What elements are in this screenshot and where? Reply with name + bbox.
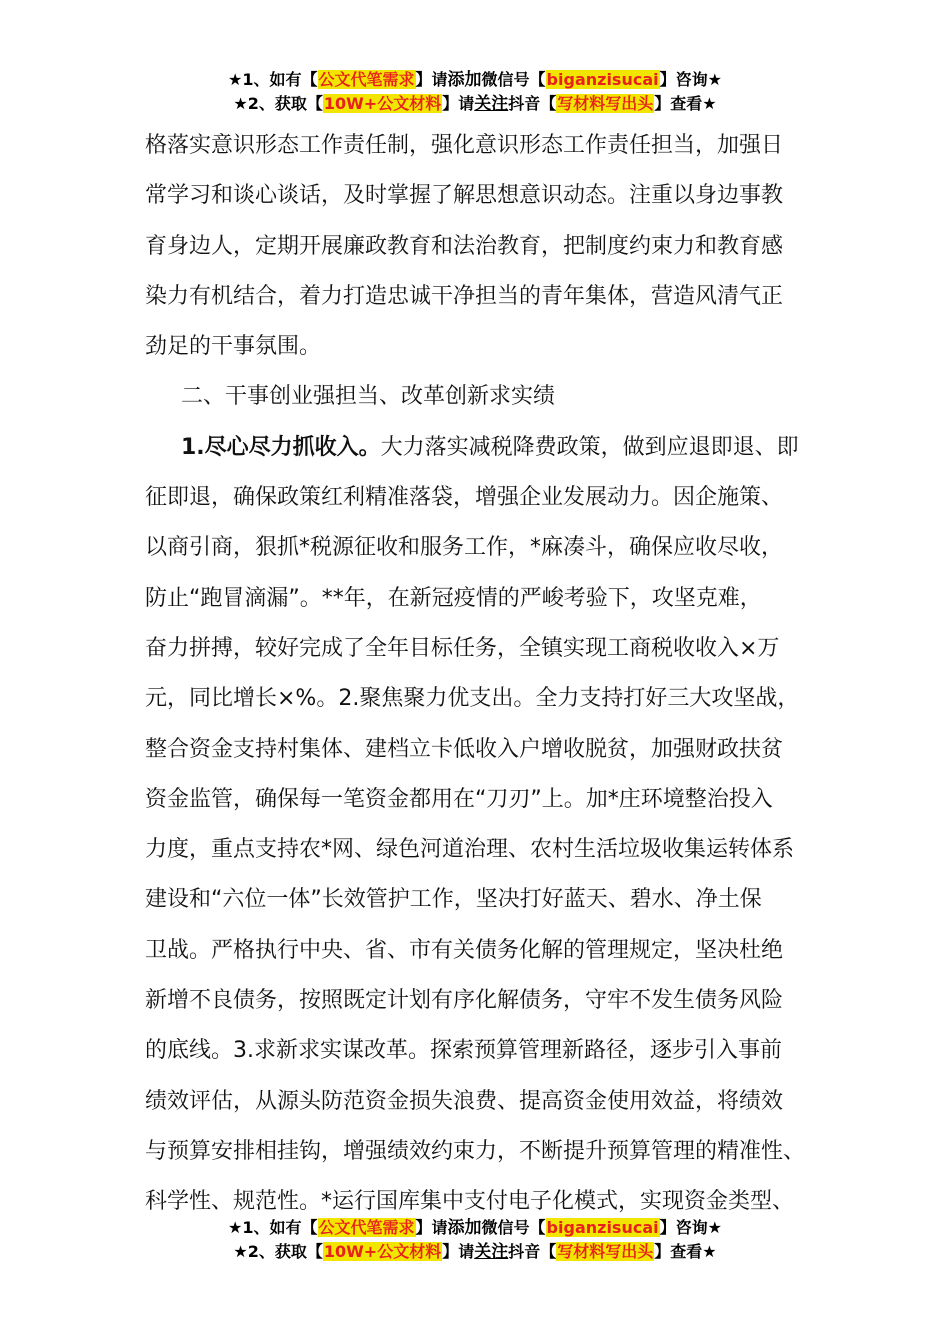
body-line: 育身边人，定期开展廉政教育和法治教育，把制度约束力和教育感: [145, 233, 784, 259]
banner-text: ★1、如有【: [228, 70, 318, 89]
banner-text: 抖音【: [508, 94, 557, 113]
paragraph-lead-text: 大力落实减税降费政策，做到应退即退、即: [380, 434, 799, 460]
paragraph-lead-title: 1.尽心尽力抓收入。: [181, 434, 381, 460]
body-line: 劲足的干事氛围。: [145, 334, 322, 360]
body-line: 的底线。3.求新求实谋改革。探索预算管理新路径，逐步引入事前: [145, 1038, 782, 1064]
highlight-wechat-id: biganzisucai: [546, 70, 659, 89]
banner-emphasis: 添加: [447, 70, 482, 90]
banner-emphasis: 添加: [447, 1218, 482, 1238]
body-line: 与预算安排相挂钩，增强绩效约束力，不断提升预算管理的精准性、: [145, 1138, 806, 1164]
banner-text: 】请: [442, 1242, 475, 1261]
body-line: 常学习和谈心谈话，及时掌握了解思想意识动态。注重以身边事教: [145, 183, 784, 209]
banner-text: 】咨询★: [659, 70, 722, 89]
highlight-service: 公文代笔需求: [318, 70, 415, 89]
banner-text: 】请: [415, 70, 448, 89]
section-heading: 二、干事创业强担当、改革创新求实绩: [181, 384, 556, 410]
body-line: 以商引商，狠抓*税源征收和服务工作，*麻凑斗，确保应收尽收，: [145, 535, 784, 561]
banner-line-1: [0, 1216, 950, 1240]
body-line: 资金监管，确保每一笔资金都用在“刀刃”上。加*庄环境整治投入: [145, 786, 773, 812]
banner-text: 】查看★: [654, 1242, 717, 1261]
banner-text: 抖音【: [508, 1242, 557, 1261]
bottom-banner: [0, 1216, 950, 1264]
banner-text: 】请: [415, 1218, 448, 1237]
body-line: 征即退，确保政策红利精准落袋，增强企业发展动力。因企施策、: [145, 485, 784, 511]
body-line: 力度，重点支持农*网、绿色河道治理、农村生活垃圾收集运转体系: [145, 837, 795, 863]
banner-emphasis: 关注: [474, 1242, 509, 1262]
banner-text: 】查看★: [654, 94, 717, 113]
body-line: 卫战。严格执行中央、省、市有关债务化解的管理规定，坚决杜绝: [145, 937, 784, 963]
banner-line-1: [0, 68, 950, 92]
body-line: 奋力拼搏，较好完成了全年目标任务，全镇实现工商税收收入×万: [145, 635, 780, 661]
body-line: 整合资金支持村集体、建档立卡低收入户增收脱贫，加强财政扶贫: [145, 736, 784, 762]
body-line: 防止“跑冒滴漏”。**年，在新冠疫情的严峻考验下，攻坚克难，: [145, 585, 762, 611]
body-line: 格落实意识形态工作责任制，强化意识形态工作责任担当，加强日: [145, 133, 784, 158]
banner-line-2: [0, 1240, 950, 1264]
top-banner: [0, 68, 950, 116]
body-line: 绩效评估，从源头防范资金损失浪费、提高资金使用效益，将绩效: [145, 1088, 784, 1114]
highlight-douyin-account: 写材料写出头: [557, 1242, 654, 1261]
banner-text: ★2、获取【: [233, 94, 323, 113]
banner-text: 】咨询★: [659, 1218, 722, 1237]
body-line: 新增不良债务，按照既定计划有序化解债务，守牢不发生债务风险: [145, 988, 784, 1014]
body-line: 科学性、规范性。*运行国库集中支付电子化模式，实现资金类型、: [145, 1189, 795, 1215]
banner-text: 微信号【: [481, 70, 546, 89]
highlight-materials: 10W+公文材料: [323, 1242, 442, 1261]
paragraph-lead-line: [145, 423, 810, 473]
banner-text: ★2、获取【: [233, 1242, 323, 1261]
body-line: 建设和“六位一体”长效管护工作，坚决打好蓝天、碧水、净土保: [145, 887, 762, 913]
body-line: 染力有机结合，着力打造忠诚干净担当的青年集体，营造风清气正: [145, 283, 784, 309]
banner-text: 】请: [442, 94, 475, 113]
highlight-douyin-account: 写材料写出头: [557, 94, 654, 113]
banner-emphasis: 关注: [474, 94, 509, 114]
banner-line-2: [0, 92, 950, 116]
highlight-materials: 10W+公文材料: [323, 94, 442, 113]
banner-text: 微信号【: [481, 1218, 546, 1237]
highlight-service: 公文代笔需求: [318, 1218, 415, 1237]
banner-text: ★1、如有【: [228, 1218, 318, 1237]
highlight-wechat-id: biganzisucai: [546, 1218, 659, 1237]
body-line: 元，同比增长×%。2.聚焦聚力优支出。全力支持打好三大攻坚战，: [145, 686, 800, 712]
document-body: [145, 121, 810, 1228]
